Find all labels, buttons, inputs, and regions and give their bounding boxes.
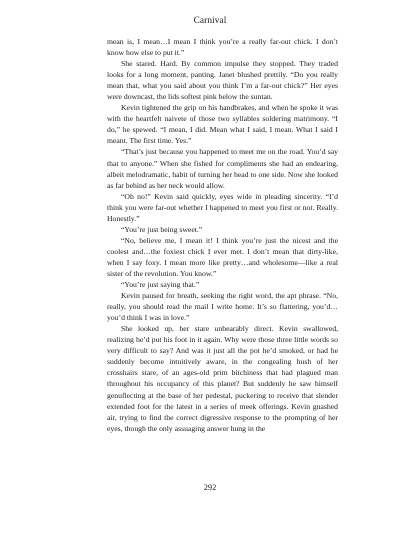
paragraph: “Oh no!” Kevin said quickly, eyes wide in pleading sincerity. “I’d think you were far-out whether I happened to meet you first or not. Really. Honestly.”: [107, 191, 338, 223]
paragraph: “No, believe me, I mean it! I think you’re just the nicest and the coolest and…the foxiest chick I ever met. I don’t mean that dirty-like, when I say foxy. I mean more like pretty…and wholesome—like a real sister of the revolution. You know.”: [107, 235, 338, 278]
paragraph: She stared. Hard. By common impulse they stopped. They traded looks for a long moment, panting. Janet blushed prettily. “Do you really mean that, what you said about you think I’m a far-out chick?” Her eyes were downcast, the lids softest pink below the suntan.: [107, 59, 338, 102]
page-number: 292: [203, 483, 217, 492]
running-head: Carnival: [193, 16, 227, 26]
paragraph: Kevin tightened the grip on his handbrakes, and when he spoke it was with the heartfelt naivete of those two syllables soldering matrimony. “I do,” he spewed. “I mean, I did. Mean what I said, I mean. What I said I meant. The first time. Yes.”: [107, 103, 338, 146]
paragraph: She looked up, her stare unbearably direct. Kevin swallowed, realizing he’d put his foot in it again. Why were those three little words so very difficult to say? And was it just all the pot he’d smoked, or had he suddenly become intuitively aware, in the congealing hush of her crosshairs stare, of an ages-old prim bitchiness that had plagued man throughout his occupancy of this planet? But suddenly he saw himself genuflecting at the base of her pedestal, puckering to receive that slender extended foot for the latest in a series of meek offerings. Kevin gnashed air, trying to find the correct digressive response to the prompting of her eyes, though the only assuaging answer hung in the: [107, 324, 338, 433]
paragraph: “You’re just being sweet.”: [121, 224, 203, 234]
body-text: [107, 36, 338, 434]
paragraph: “You’re just saying that.”: [121, 280, 200, 290]
paragraph: mean is, I mean…I mean I think you’re a really far-out chick. I don’t know how else to put it.”: [107, 37, 338, 58]
paragraph: “That’s just because you happened to meet me on the road. You’d say that to anyone.” When she fished for compliments she had an endearing, albeit melodramatic, habit of turning her head to one side. Now she looked as far behind as her neck would allow.: [107, 147, 338, 190]
paragraph: Kevin paused for breath, seeking the right word, the apt phrase. “No, really, you should read the mail I write home. It’s so flattering, you’d…you’d think I was in love.”: [107, 291, 338, 323]
